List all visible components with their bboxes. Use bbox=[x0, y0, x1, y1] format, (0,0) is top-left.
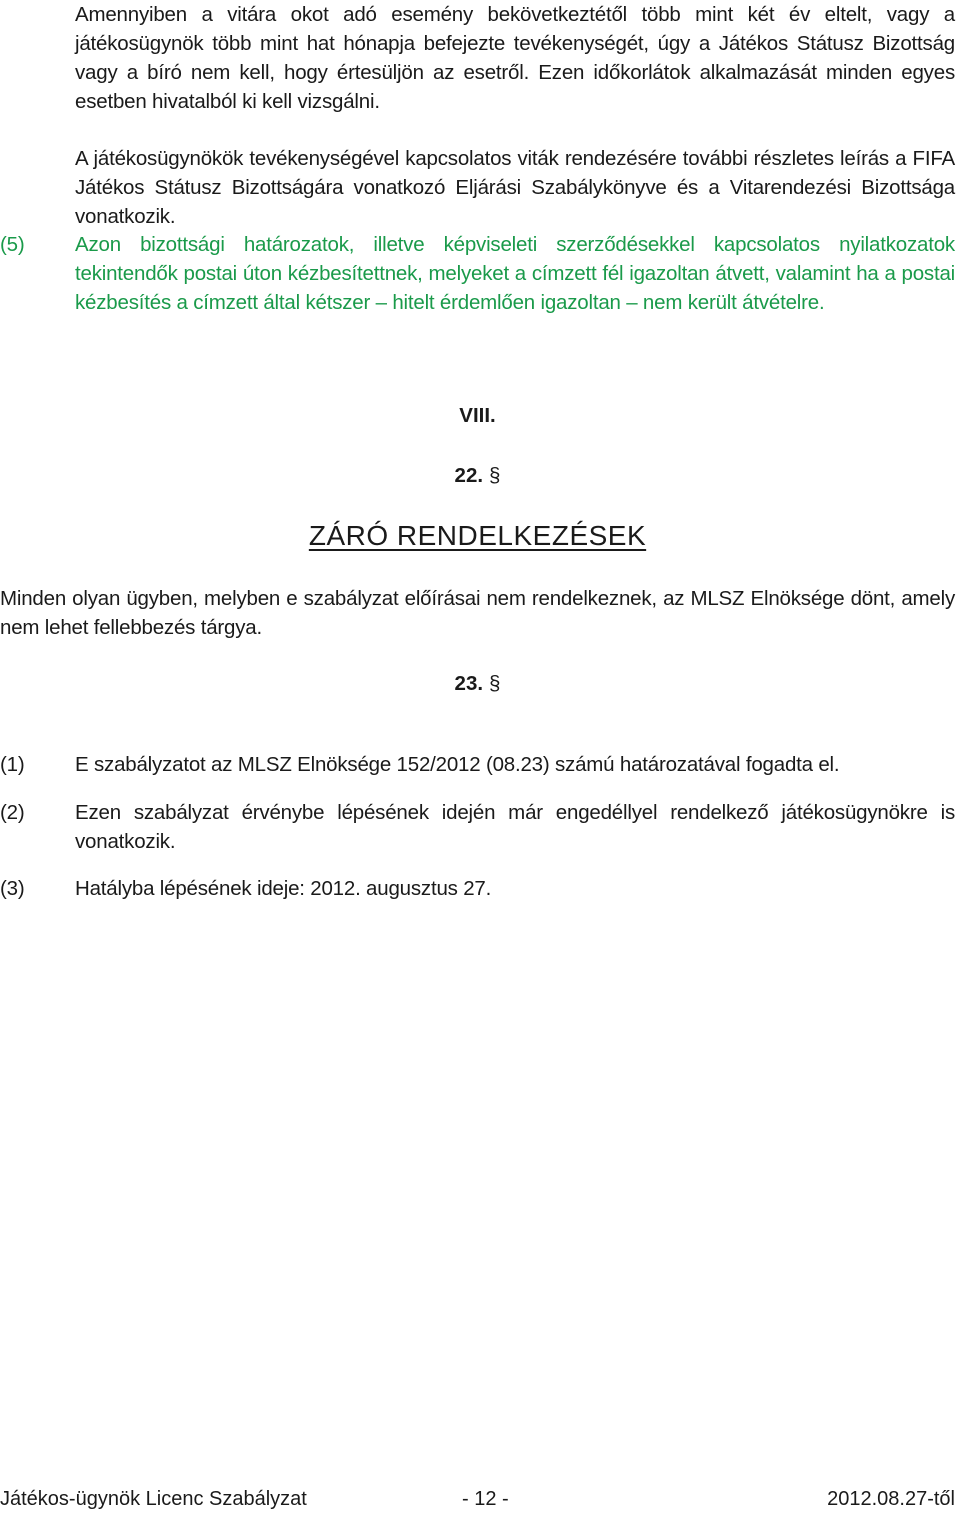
item-number: (5) bbox=[0, 233, 25, 256]
list-item-3 bbox=[0, 874, 955, 903]
chapter-number: VIII. bbox=[459, 404, 496, 427]
footer-date: 2012.08.27-től bbox=[827, 1488, 955, 1510]
item-text: Azon bizottsági határozatok, illetve képviseleti szerződésekkel kapcsolatos nyilatkozatok tekintendők postai úton kézbesítettnek, melyeket a címzett fél igazoltan átvett, valamint ha a postai kézbesítés a címzett által kétszer – hitelt érdemlően igazoltan – nem került átvételre. bbox=[75, 233, 955, 314]
paragraph-final-provisions: Minden olyan ügyben, melyben e szabályzat előírásai nem rendelkeznek, az MLSZ Elnöksége dönt, amely nem lehet fellebbezés tárgya. bbox=[0, 587, 955, 639]
page-footer bbox=[0, 1488, 955, 1514]
section-number: 22. bbox=[454, 464, 484, 487]
section-sign-icon: § bbox=[489, 672, 501, 695]
item-text: Ezen szabályzat érvénybe lépésének idején már engedéllyel rendelkező játékosügynökre is vonatkozik. bbox=[75, 801, 955, 853]
list-item-1 bbox=[0, 750, 955, 779]
item-number: (2) bbox=[0, 801, 25, 824]
section-number: 23. bbox=[454, 672, 484, 695]
paragraph-fifa-rules: A játékosügynökök tevékenységével kapcsolatos viták rendezésére további részletes leírás a FIFA Játékos Státusz Bizottságára vonatkozó Eljárási Szabálykönyve és a Vitarendezési Bizottsága vonatkozik. bbox=[75, 147, 955, 228]
footer-document-title: Játékos-ügynök Licenc Szabályzat bbox=[0, 1488, 307, 1510]
section-sign-icon: § bbox=[489, 464, 501, 487]
item-number: (1) bbox=[0, 753, 25, 776]
list-item-5 bbox=[0, 230, 955, 317]
paragraph-time-limits: Amennyiben a vitára okot adó esemény bekövetkeztétől több mint két év eltelt, vagy a játékosügynök több mint hat hónapja befejezte tevékenységét, úgy a Játékos Státusz Bizottság vagy a bíró nem kell, hogy értesüljön az esetről. Ezen időkorlátok alkalmazását minden egyes esetben hivatalból ki kell vizsgálni. bbox=[75, 3, 955, 113]
section-heading: ZÁRÓ RENDELKEZÉSEK bbox=[308, 520, 647, 551]
section-23-title bbox=[0, 672, 955, 696]
item-number: (3) bbox=[0, 877, 25, 900]
item-text: Hatályba lépésének ideje: 2012. augusztus 27. bbox=[75, 877, 492, 900]
footer-page-number: - 12 - bbox=[462, 1488, 509, 1510]
list-item-2 bbox=[0, 798, 955, 856]
section-22-title bbox=[0, 464, 955, 488]
item-text: E szabályzatot az MLSZ Elnöksége 152/2012 (08.23) számú határozatával fogadta el. bbox=[75, 753, 840, 776]
